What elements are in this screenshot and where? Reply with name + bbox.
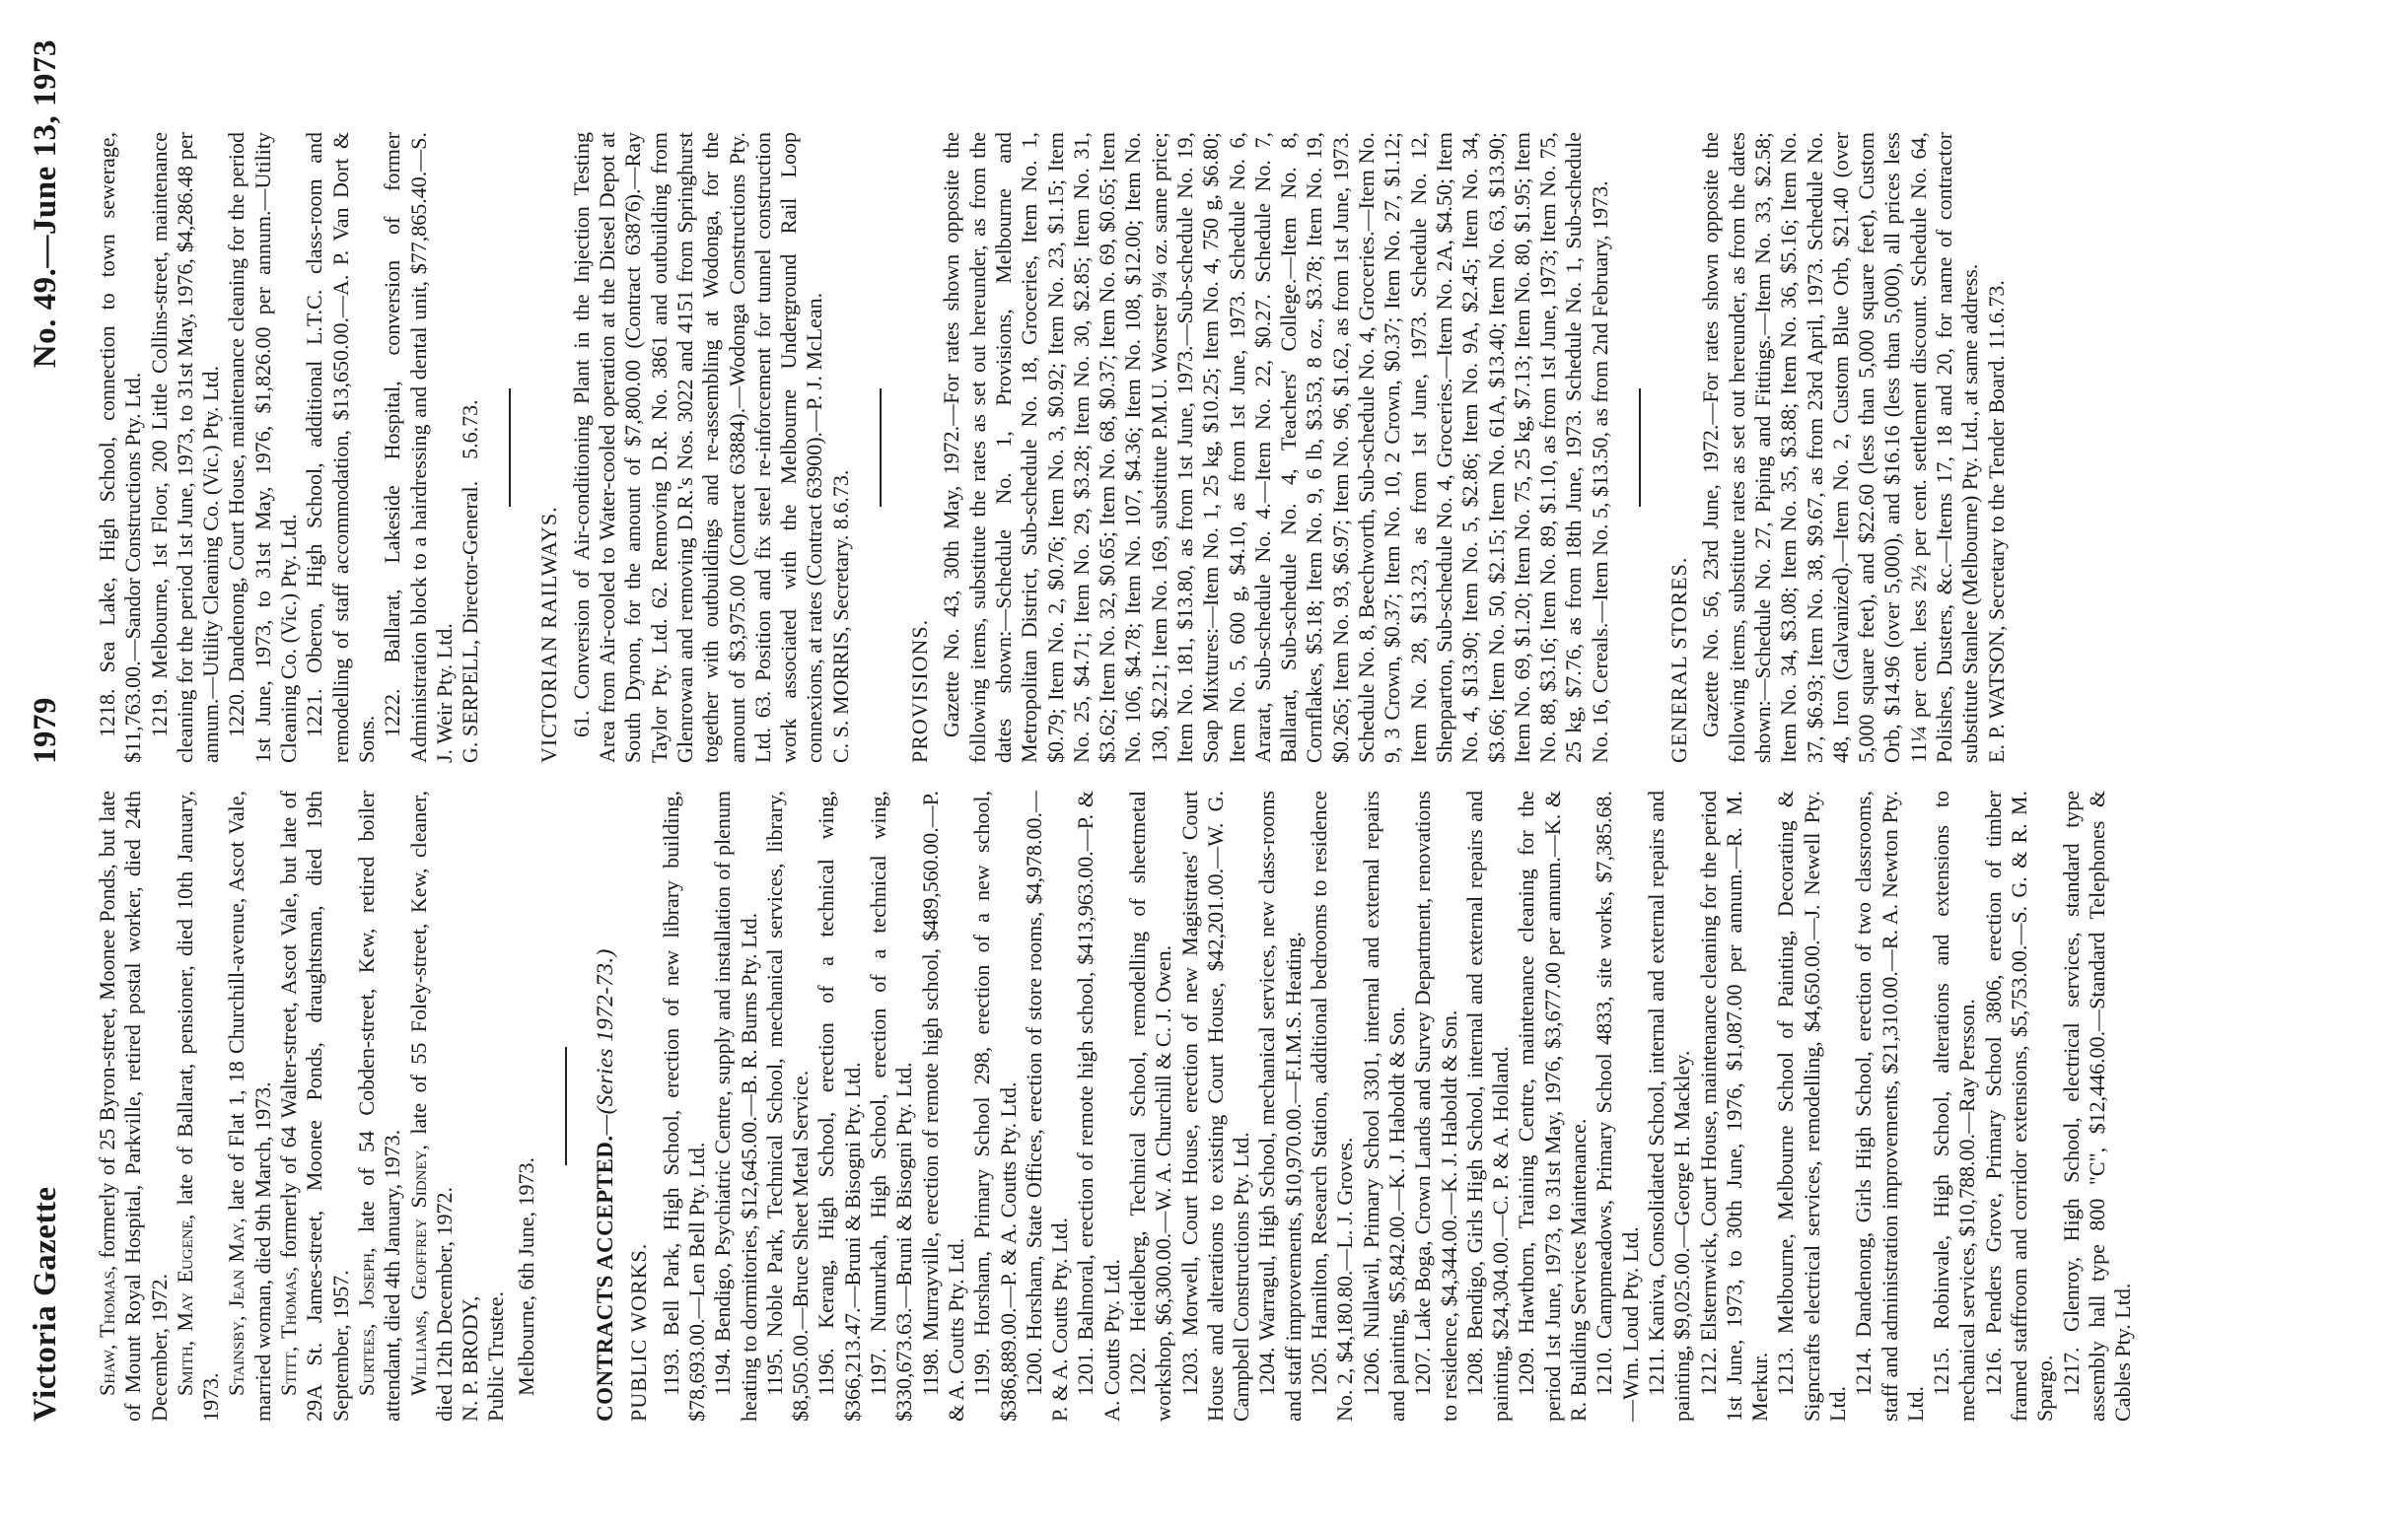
contract-item: 1213. Melbourne, Melbourne School of Painting, Decorating & Signcrafts electrical services, remodelling, $4,650.00.—J. Newell Pty. Ltd.	[1773, 791, 1850, 1422]
contract-item: 1197. Numurkah, High School, erection of a technical wing, $330,673.63.—Bruni & Bisogni Pty. Ltd.	[866, 791, 917, 1422]
estate-notice: Surtees, Joseph, late of 54 Cobden-street, Kew, retired boiler attendant, died 4th January, 1973.	[353, 791, 405, 1422]
railways-heading: VICTORIAN RAILWAYS.	[536, 506, 562, 763]
contract-item: 1202. Heidelberg, Technical School, remodelling of sheetmetal workshop, $6,300.00.—W. A. Churchill & C. J. Owen.	[1124, 791, 1176, 1422]
railways-contracts: 61. Conversion of Air-conditioning Plant in the Injection Testing Area from Air-cooled to Water-cooled operation at the Diesel Depot at South Dynon, for the amount of $7,800.00 (Contract 63876).—Ray Taylor Pty. Ltd. 62. Removing D.R. No. 3861 and outbuilding from Glenrowan and removing D.R.'s Nos. 3022 and 4151 from Springhurst together with outbuildings and re-assembling at Wodonga, for the amount of $3,975.00 (Contract 63884).—Wodonga Constructions Pty. Ltd. 63. Position and fix steel re-inforcement for tunnel construction work associated with the Melbourne Underground Rail Loop connexions, at rates (Contract 63900).—P. J. McLean.	[568, 132, 827, 763]
contract-item: 1194. Bendigo, Psychiatric Centre, supply and installation of plenum heating to dormitories, $12,645.00.—B. R. Burns Pty. Ltd.	[710, 791, 761, 1422]
estate-notice: Stainsby, Jean May, late of Flat 1, 18 Churchill-avenue, Ascot Vale, married woman, died 9th March, 1973.	[224, 791, 275, 1422]
estate-notice: Shaw, Thomas, formerly of 25 Byron-street, Moonee Ponds, but late of Mount Royal Hospital, Parkville, retired postal worker, died 24th December, 1972.	[95, 790, 172, 1422]
contract-item: 1211. Kaniva, Consolidated School, internal and external repairs and painting, $9,025.00.—George H. Mackley.	[1643, 791, 1695, 1422]
contract-item: 1193. Bell Park, High School, erection of new library building, $78,693.00.—Len Bell Pty. Ltd.	[658, 791, 709, 1422]
page-header	[28, 39, 83, 1422]
issue-number: No. 49.—June 13, 1973	[28, 39, 63, 369]
contract-item: 1207. Lake Boga, Crown Lands and Survey Department, renovations to residence, $4,344.00.—K. J. Haboldt & Son.	[1410, 791, 1461, 1422]
trustee-date: Melbourne, 6th June, 1973.	[513, 1157, 538, 1396]
contract-item: 1196. Kerang, High School, erection of a technical wing, $366,213.47.—Bruni & Bisogni Pty. Ltd.	[814, 791, 865, 1422]
page-number: 1979	[28, 697, 63, 764]
section-divider	[565, 1047, 567, 1165]
contract-item: 1200. Horsham, State Offices, erection of store rooms, $4,978.00.—P. & A. Coutts Pty. Ltd.	[1021, 791, 1073, 1422]
contracts-heading: CONTRACTS ACCEPTED.—(Series 1972-73.)	[593, 948, 618, 1422]
right-column	[95, 132, 2010, 763]
estate-notice: Stitt, Thomas, formerly of 64 Walter-street, Ascot Vale, but late of 29A St. James-street, Moonee Ponds, draughtsman, died 19th September, 1957.	[276, 791, 353, 1422]
provisions-text: Gazette No. 43, 30th May, 1972.—For rates shown opposite the following items, substitute the rates as set out hereunder, as from the dates shown:—Schedule No. 1, Provisions, Melbourne and Metropolitan District, Sub-schedule No. 18, Groceries, Item No. 1, $0.79; Item No. 2, $0.76; Item No. 3, $0.92; Item No. 23, $1.15; Item No. 25, $4.71; Item No. 29, $3.28; Item No. 30, $2.85; Item No. 31, $3.62; Item No. 32, $0.65; Item No. 68, $0.37; Item No. 69, $0.65; Item No. 106, $4.78; Item No. 107, $4.36; Item No. 108, $12.00; Item No. 130, $2.21; Item No. 169, substitute P.M.U. Worster 9¼ oz. same price; Item No. 181, $13.80, as from 1st June, 1973.—Sub-schedule No. 19, Soap Mixtures:—Item No. 1, 25 kg, $10.25; Item No. 4, 750 g, $6.80; Item No. 5, 600 g, $4.10, as from 1st June, 1973. Schedule No. 6, Ararat, Sub-schedule No. 4.—Item No. 22, $0.27. Schedule No. 7, Ballarat, Sub-schedule No. 4, Teachers' College.—Item No. 8, Cornflakes, $5.18; Item No. 9, 6 lb, $3.53, 8 oz., $3.78; Item No. 19, $0.265; Item No. 93, $6.97; Item No. 96, $1.62, as from 1st June, 1973. Schedule No. 8, Beechworth, Sub-schedule No. 4, Groceries.—Item No. 9, 3 Crown, $0.37; Item No. 10, 2 Crown, $0.37; Item No. 27, $1.12; Item No. 28, $13.23, as from 1st June, 1973. Schedule No. 12, Shepparton, Sub-schedule No. 4, Groceries.—Item No. 2A, $4.50; Item No. 4, $13.90; Item No. 5, $2.86; Item No. 9A, $2.45; Item No. 34, $3.66; Item No. 50, $2.15; Item No. 61A, $13.40; Item No. 63, $13.90; Item No. 69, $1.20; Item No. 75, 25 kg, $7.13; Item No. 80, $1.95; Item No. 88, $3.16; Item No. 89, $1.10, as from 1st June, 1973; Item No. 75, 25 kg, $7.76, as from 18th June, 1973. Schedule No. 1, Sub-schedule No. 16, Cereals.—Item No. 5, $13.50, as from 2nd February, 1973.	[939, 132, 1612, 763]
contract-item: 1209. Hawthorn, Training Centre, maintenance cleaning for the period 1st June, 1973, to 31st May, 1976, $3,677.00 per annum.—K. & R. Building Services Maintenance.	[1514, 791, 1592, 1422]
contract-item: 1195. Noble Park, Technical School, mechanical services, library, $8,505.00.—Bruce Sheet Metal Service.	[761, 791, 814, 1422]
general-stores-text: Gazette No. 56, 23rd June, 1972.—For rates shown opposite the following items, substitute rates as set out hereunder, as from the dates shown:—Schedule No. 27, Piping and Fittings.—Item No. 33, $2.58; Item No. 34, $3.08; Item No. 35, $3.88; Item No. 36, $5.16; Item No. 37, $6.93; Item No. 38, $9.67, as from 23rd April, 1973. Schedule No. 48, Iron (Galvanized).—Item No. 2, Custom Blue Orb, $21.40 (over 5,000 square feet), and $22.60 (less than 5,000 square feet), Custom Orb, $14.96 (over 5,000), and $16.16 (less than 5,000), all prices less 11¼ per cent. less 2½ per cent. settlement discount. Schedule No. 64, Polishes, Dusters, &c.—Items 17, 18 and 20, for name of contractor substitute Stanlee (Melbourne) Pty. Ltd., at same address.	[1698, 132, 1983, 763]
contract-item: 1205. Hamilton, Research Station, additional bedrooms to residence No. 2, $4,180.80.—L. J. Groves.	[1307, 791, 1358, 1422]
contract-item: 1201. Balmoral, erection of remote high school, $413,963.00.—P. & A. Coutts Pty. Ltd.	[1073, 791, 1124, 1422]
contract-item: 1203. Morwell, Court House, erection of new Magistrates' Court House and alterations to existing Court House, $42,201.00.—W. G. Campbell Constructions Pty. Ltd.	[1176, 791, 1254, 1422]
contract-item: 1216. Penders Grove, Primary School 3806, erection of timber framed staffroom and corridor extensions, $5,753.00.—S. G. & R. M. Spargo.	[1980, 791, 2058, 1422]
section-divider	[880, 388, 882, 507]
left-column	[95, 791, 2137, 1422]
public-works-signature: G. SERPELL, Director-General. 5.6.73.	[458, 399, 483, 763]
contract-item: 1215. Robinvale, High School, alterations and extensions to mechanical services, $10,788.00.—Ray Persson.	[1929, 791, 1980, 1422]
contract-item: 1217. Glenroy, High School, electrical services, standard type assembly hall type 800 "C", $12,446.00.—Standard Telephones & Cables Pty. Ltd.	[2058, 791, 2136, 1422]
gazette-title: Victoria Gazette	[28, 1186, 63, 1422]
general-stores-signature: E. P. WATSON, Secretary to the Tender Board. 11.6.73.	[1983, 280, 2009, 763]
contract-item: 1212. Elsternwick, Court House, maintenance cleaning for the period 1st June, 1973, to 30th June, 1976, $1,087.00 per annum.—R. M. Merkur.	[1695, 791, 1773, 1422]
railways-signature: C. S. MORRIS, Secretary. 8.6.73.	[827, 469, 853, 763]
contract-item: 1221. Oberon, High School, additional L.T.C. class-room and remodelling of staff accommodation, $13,650.00.—A. P. Van Dort & Sons.	[302, 132, 379, 763]
contract-item: 1219. Melbourne, 1st Floor, 200 Little Collins-street, maintenance cleaning for the period 1st June, 1973, to 31st May, 1976, $4,286.48 per annum.—Utility Cleaning Co. (Vic.) Pty. Ltd.	[146, 132, 224, 763]
section-divider	[1639, 388, 1641, 507]
estate-notice: Smith, May Eugene, late of Ballarat, pensioner, died 10th January, 1973.	[172, 791, 224, 1422]
public-works-heading: PUBLIC WORKS.	[626, 1242, 652, 1422]
contract-item: 1206. Nullawil, Primary School 3301, internal and external repairs and painting, $5,842.00.—K. J. Haboldt & Son.	[1358, 791, 1409, 1422]
contract-item: 1198. Murrayville, erection of remote high school, $489,560.00.—P. & A. Coutts Pty. Ltd.	[917, 791, 968, 1422]
contract-item: 1199. Horsham, Primary School 298, erection of a new school, $386,889.00.—P. & A. Coutts Pty. Ltd.	[969, 791, 1021, 1422]
contract-item: 1208. Bendigo, Girls High School, internal and external repairs and painting, $24,304.00.—C. P. & A. Holland.	[1461, 791, 1514, 1422]
general-stores-heading: GENERAL STORES.	[1666, 556, 1692, 763]
provisions-heading: PROVISIONS.	[907, 618, 933, 763]
estate-notice: Williams, Geoffrey Sidney, late of 55 Foley-street, Kew, cleaner, died 12th December, 1972.	[405, 791, 457, 1422]
contract-item: 1218. Sea Lake, High School, connection to town sewerage, $11,763.00.—Sandor Constructions Pty. Ltd.	[95, 132, 146, 763]
contract-item: 1210. Campmeadows, Primary School 4833, site works, $7,385.68.—Wm. Loud Pty. Ltd.	[1592, 791, 1643, 1422]
contract-item: 1220. Dandenong, Court House, maintenance cleaning for the period 1st June, 1973, to 31st May, 1976, $1,826.00 per annum.—Utility Cleaning Co. (Vic.) Pty. Ltd.	[224, 132, 302, 763]
contract-item: 1214. Dandenong, Girls High School, erection of two classrooms, staff and administration improvements, $21,310.00.—R. A. Newton Pty. Ltd.	[1851, 791, 1928, 1422]
section-divider	[509, 388, 511, 507]
trustee-title: Public Trustee.	[483, 1290, 509, 1422]
contract-item: 1204. Warragul, High School, mechanical services, new class-rooms and staff improvements, $10,970.00.—F.I.M.S. Heating.	[1254, 791, 1306, 1422]
contract-item: 1222. Ballarat, Lakeside Hospital, conversion of former Administration block to a hairdressing and dental unit, $77,865.40.—S. J. Weir Pty. Ltd.	[380, 132, 457, 763]
trustee-name: N. P. BRODY,	[458, 1295, 483, 1422]
